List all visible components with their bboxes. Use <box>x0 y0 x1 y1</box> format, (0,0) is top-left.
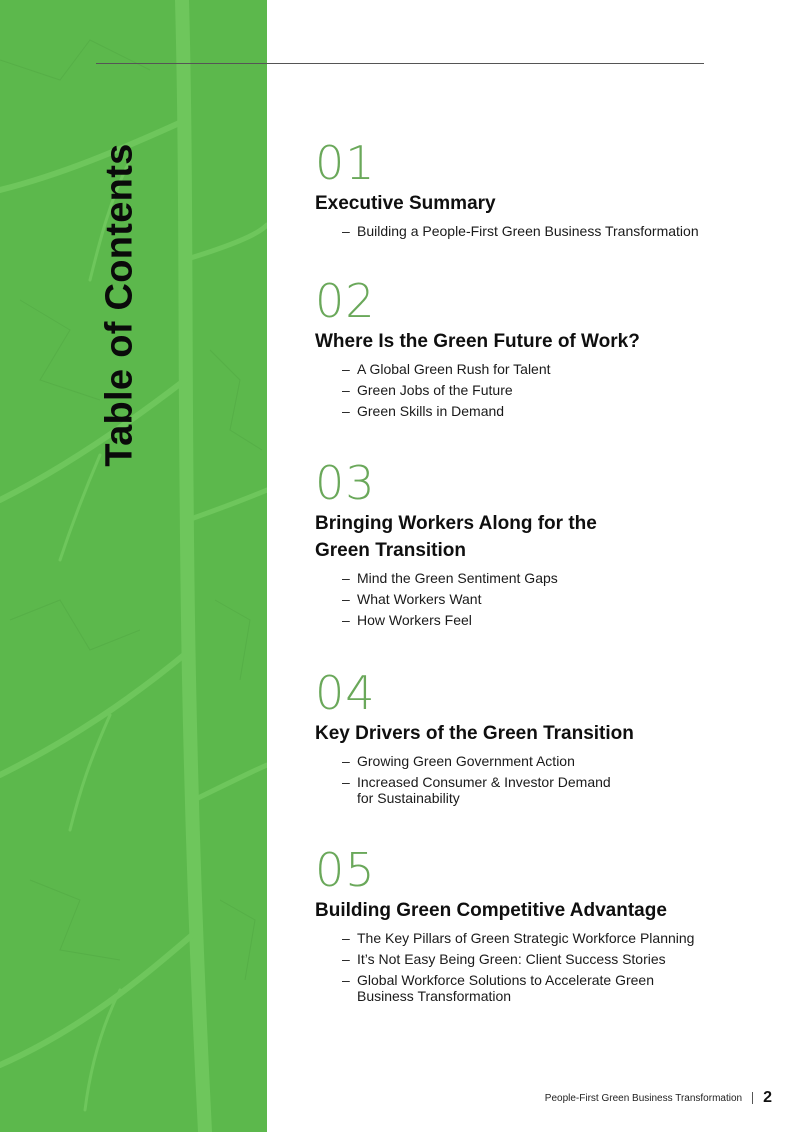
toc-item[interactable]: – Increased Consumer & Investor Demand for Sustainability <box>342 774 612 806</box>
toc-item[interactable]: – Building a People-First Green Business Transformation <box>342 223 735 239</box>
page-footer <box>545 1089 772 1107</box>
section-title[interactable]: Bringing Workers Along for the Green Transition <box>315 513 597 561</box>
section-items <box>342 361 735 419</box>
toc-item[interactable]: – Mind the Green Sentiment Gaps <box>342 570 735 586</box>
toc-section-05 <box>315 843 735 1009</box>
toc-item[interactable]: – It’s Not Easy Being Green: Client Success Stories <box>342 951 735 967</box>
toc-item[interactable]: – The Key Pillars of Green Strategic Workforce Planning <box>342 930 735 946</box>
section-title[interactable]: Key Drivers of the Green Transition <box>315 723 634 744</box>
section-number: 01 <box>315 136 376 190</box>
top-divider <box>96 63 704 64</box>
footer-document-title: People-First Green Business Transformation <box>544 1092 743 1104</box>
toc-item[interactable]: – Green Jobs of the Future <box>342 382 735 398</box>
toc-item[interactable]: – Green Skills in Demand <box>342 403 735 419</box>
section-title[interactable]: Where Is the Green Future of Work? <box>315 331 640 352</box>
toc-item[interactable]: – A Global Green Rush for Talent <box>342 361 735 377</box>
toc-item[interactable]: – Global Workforce Solutions to Accelerate Green Business Transformation <box>342 972 667 1004</box>
section-number: 04 <box>315 666 376 720</box>
section-items <box>342 930 735 1004</box>
footer-separator <box>752 1092 753 1104</box>
sidebar-panel <box>0 0 267 1132</box>
section-items <box>342 223 735 239</box>
page-title: Table of Contents <box>98 143 141 467</box>
toc-item[interactable]: – How Workers Feel <box>342 612 735 628</box>
section-title[interactable]: Executive Summary <box>315 193 496 214</box>
page-number: 2 <box>763 1089 772 1106</box>
section-number: 05 <box>315 843 376 897</box>
toc-section-02 <box>315 274 735 424</box>
section-number: 02 <box>315 274 376 328</box>
toc-section-01 <box>315 136 735 244</box>
toc-section-03 <box>315 456 735 633</box>
section-number: 03 <box>315 456 376 510</box>
section-items <box>342 753 735 806</box>
toc-section-04 <box>315 666 735 811</box>
toc-item[interactable]: – What Workers Want <box>342 591 735 607</box>
toc-item[interactable]: – Growing Green Government Action <box>342 753 735 769</box>
section-title[interactable]: Building Green Competitive Advantage <box>315 900 667 921</box>
section-items <box>342 570 735 628</box>
